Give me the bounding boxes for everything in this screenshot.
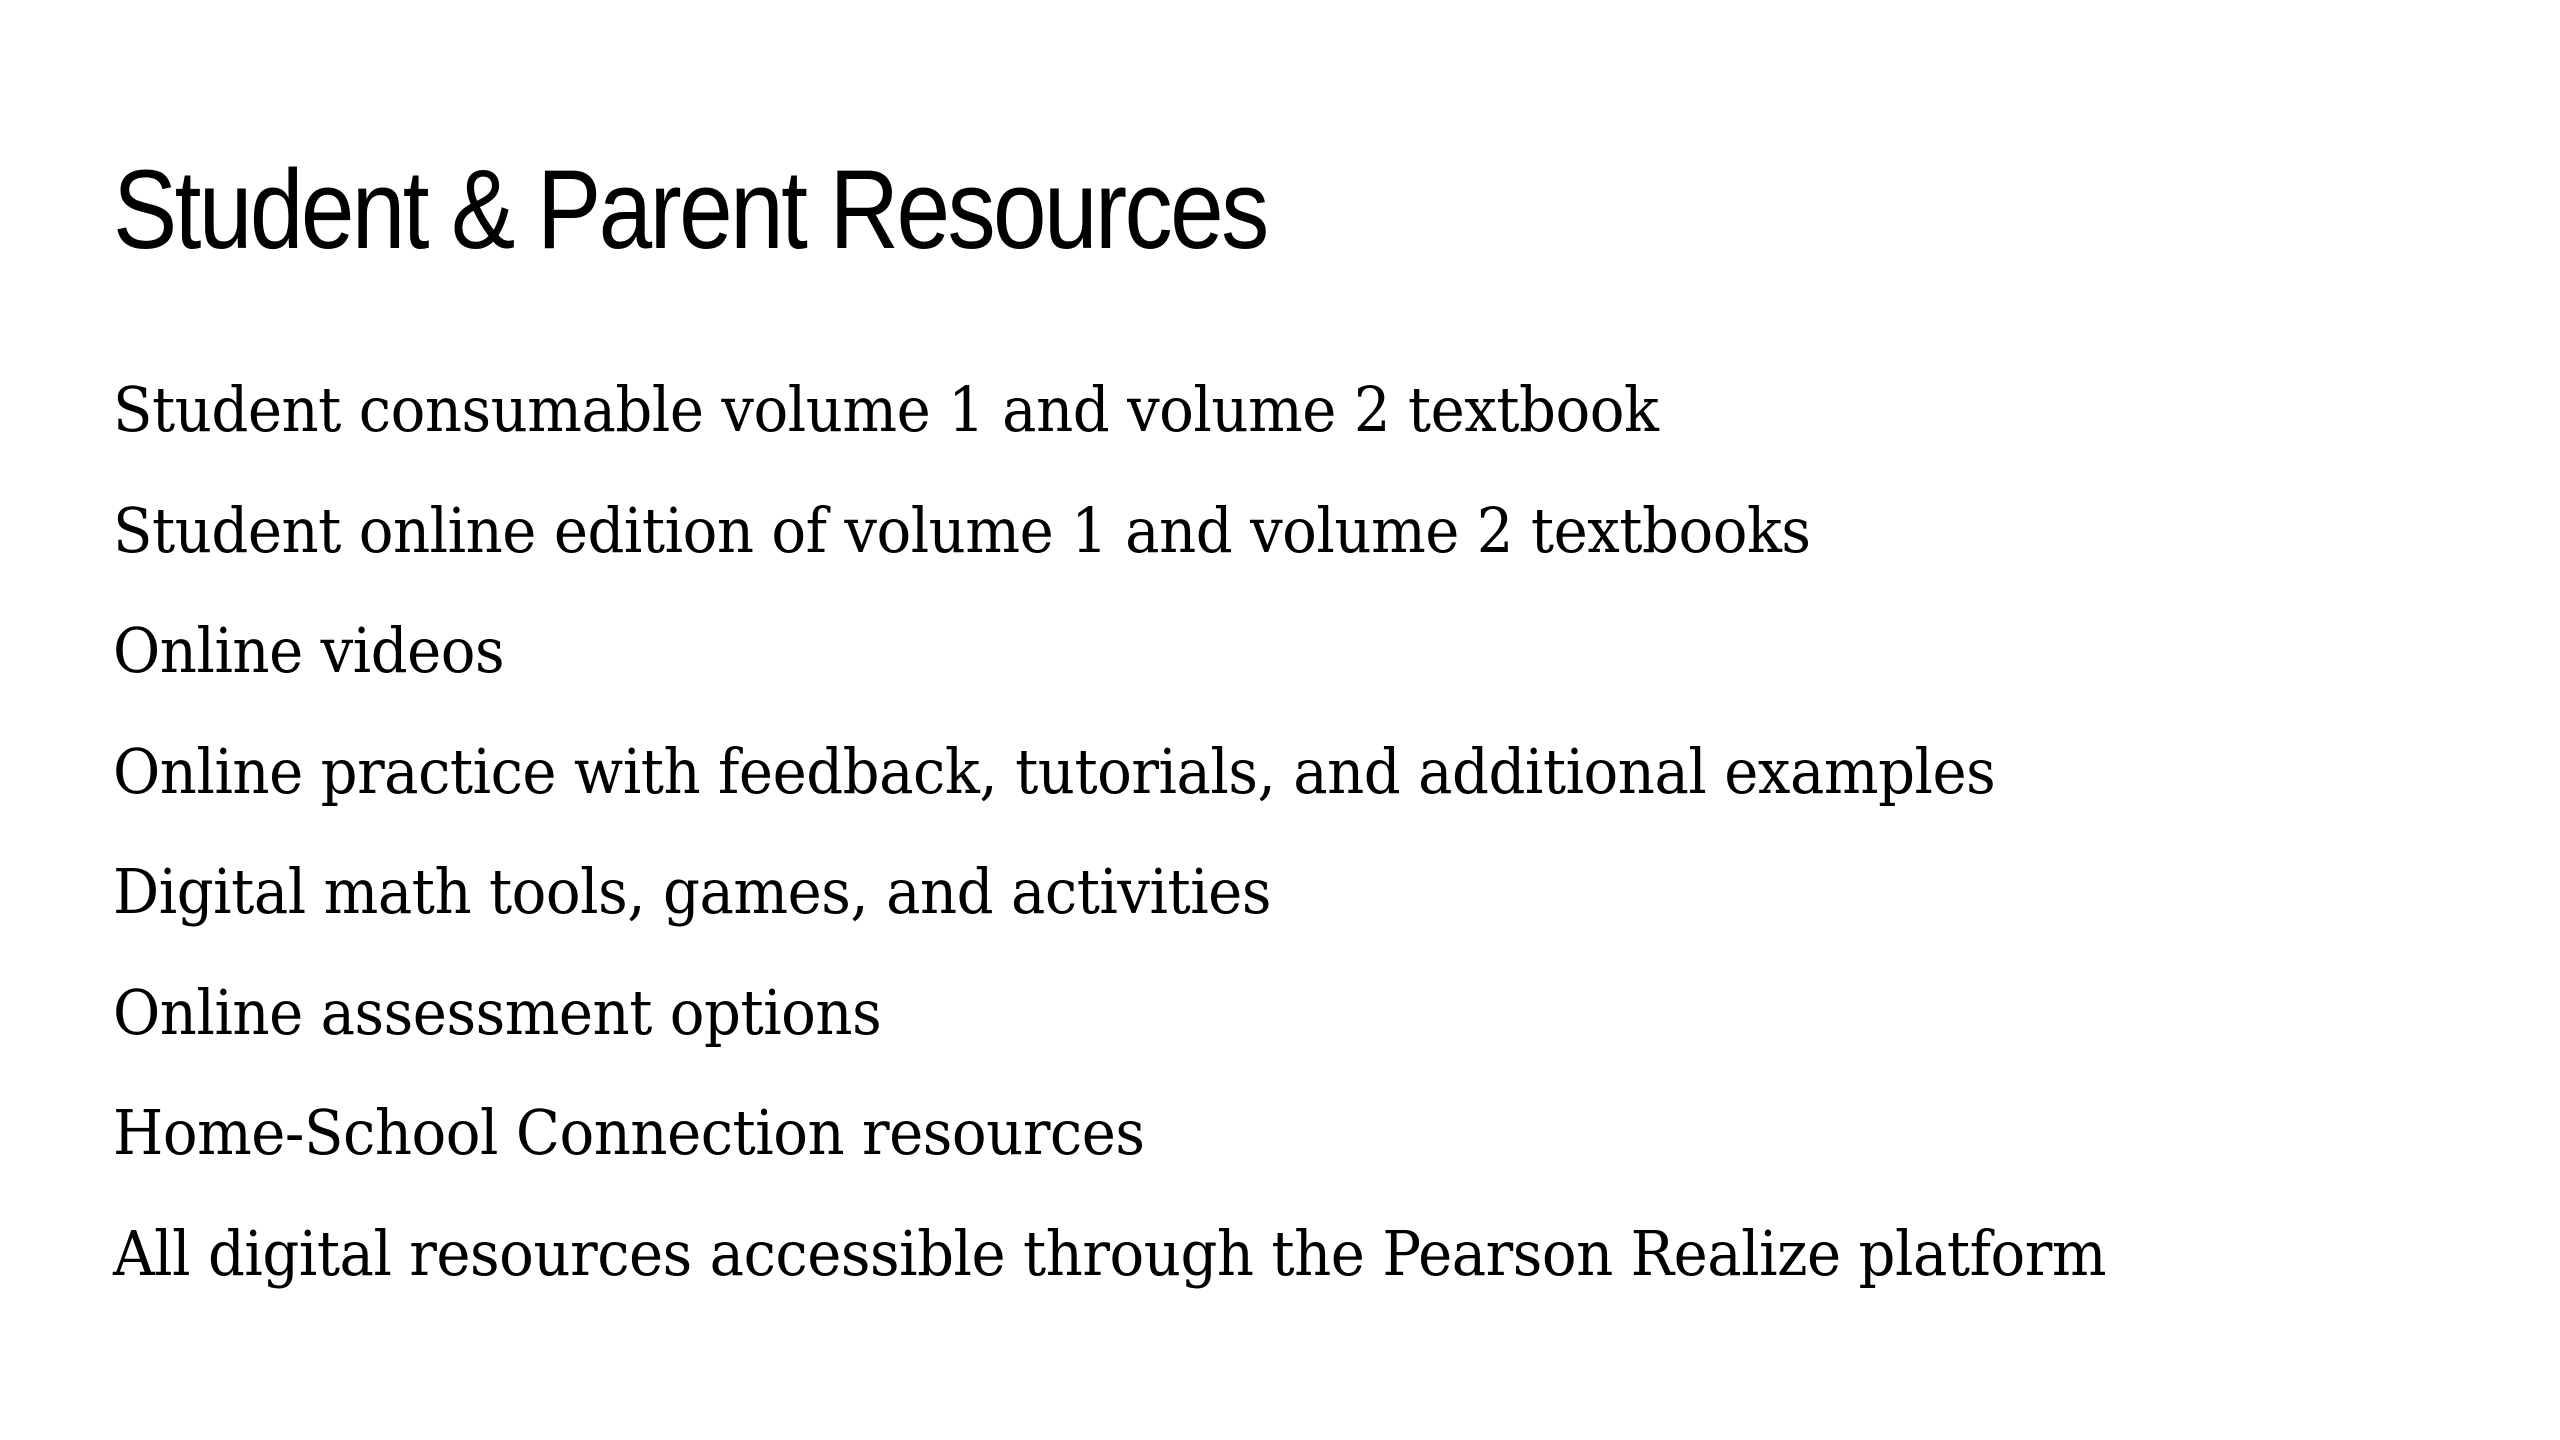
resource-item-online-practice: Online practice with feedback, tutorials, and additional examples: [113, 734, 1996, 808]
resource-item-math-tools: Digital math tools, games, and activities: [113, 855, 1271, 928]
resource-item-videos: Online videos: [113, 614, 505, 687]
resource-item-pearson-realize: All digital resources accessible through the Pearson Realize platform: [113, 1216, 2107, 1290]
resource-item-home-school: Home-School Connection resources: [113, 1096, 1145, 1169]
resource-item-online-edition: Student online edition of volume 1 and volume 2 textbooks: [113, 493, 1811, 567]
slide-title: Student & Parent Resources: [113, 147, 1267, 272]
resource-item-textbook: Student consumable volume 1 and volume 2 textbook: [113, 373, 1659, 446]
resource-item-assessment: Online assessment options: [113, 975, 882, 1049]
resource-list: [113, 365, 2106, 1329]
